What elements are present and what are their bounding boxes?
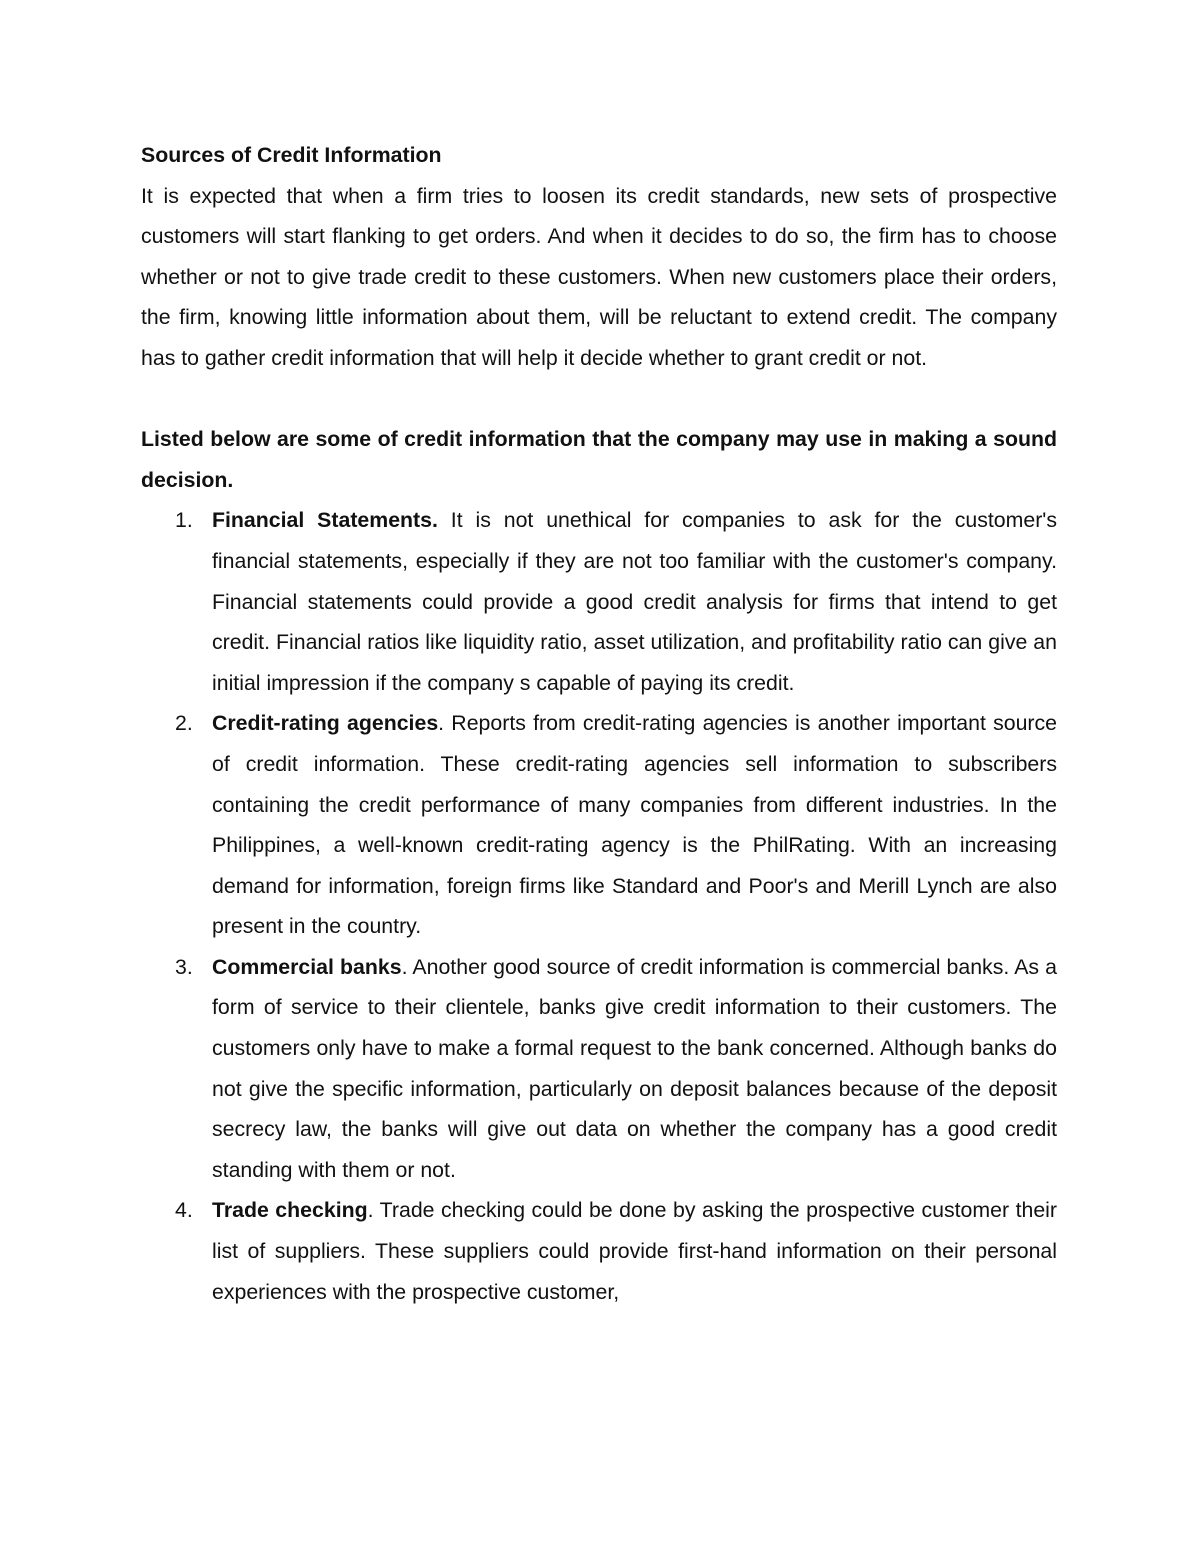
list-item-number: 2. (175, 711, 193, 736)
list-item-text: . Another good source of credit information is commercial banks. As a form of service to their clientele, banks give credit information to their customers. The customers only have to make a formal request to the bank concerned. Although banks do not give the specific information, particularly on deposit balances because of the deposit secrecy law, the banks will give out data on whether the company has a good credit standing with them or not. (212, 954, 1057, 1182)
page-title: Sources of Credit Information (141, 143, 442, 167)
paragraph-spacer (141, 379, 1057, 420)
list-lead-heading: Listed below are some of credit information that the company may use in making a sound decision. (141, 427, 1057, 492)
list-item-text: . Reports from credit-rating agencies is another important source of credit information. These credit-rating agencies sell information to subscribers containing the credit performance of many companies from different industries. In the Philippines, a well-known credit-rating agency is the PhilRating. With an increasing demand for information, foreign firms like Standard and Poor's and Merill Lynch are also present in the country. (212, 711, 1058, 939)
list-item (141, 703, 1057, 947)
credit-sources-list (141, 500, 1057, 1312)
list-item-number: 3. (175, 954, 193, 979)
list-item-term: Trade checking (212, 1198, 368, 1223)
list-item-number: 1. (175, 508, 193, 533)
intro-paragraph: It is expected that when a firm tries to loosen its credit standards, new sets of prospective customers will start flanking to get orders. And when it decides to do so, the firm has to choose whether or not to give trade credit to these customers. When new customers place their orders, the firm, knowing little information about them, will be reluctant to extend credit. The company has to gather credit information that will help it decide whether to grant credit or not. (141, 183, 1057, 370)
list-item-text: It is not unethical for companies to ask for the customer's financial statements, especially if they are not too familiar with the customer's company. Financial statements could provide a good credit analysis for firms that intend to get credit. Financial ratios like liquidity ratio, asset utilization, and profitability ratio can give an initial impression if the company s capable of paying its credit. (212, 508, 1058, 695)
list-item (141, 1190, 1057, 1312)
list-item-term: Commercial banks (212, 954, 402, 979)
list-item (141, 500, 1057, 703)
list-item-text: . Trade checking could be done by asking the prospective customer their list of suppliers. These suppliers could provide first-hand information on their personal experiences with the prospective customer, (212, 1198, 1057, 1304)
list-item-number: 4. (175, 1198, 193, 1223)
list-item (141, 947, 1057, 1191)
list-item-term: Financial Statements. (212, 508, 438, 533)
list-item-term: Credit-rating agencies (212, 711, 439, 736)
document-page (141, 135, 1057, 1312)
